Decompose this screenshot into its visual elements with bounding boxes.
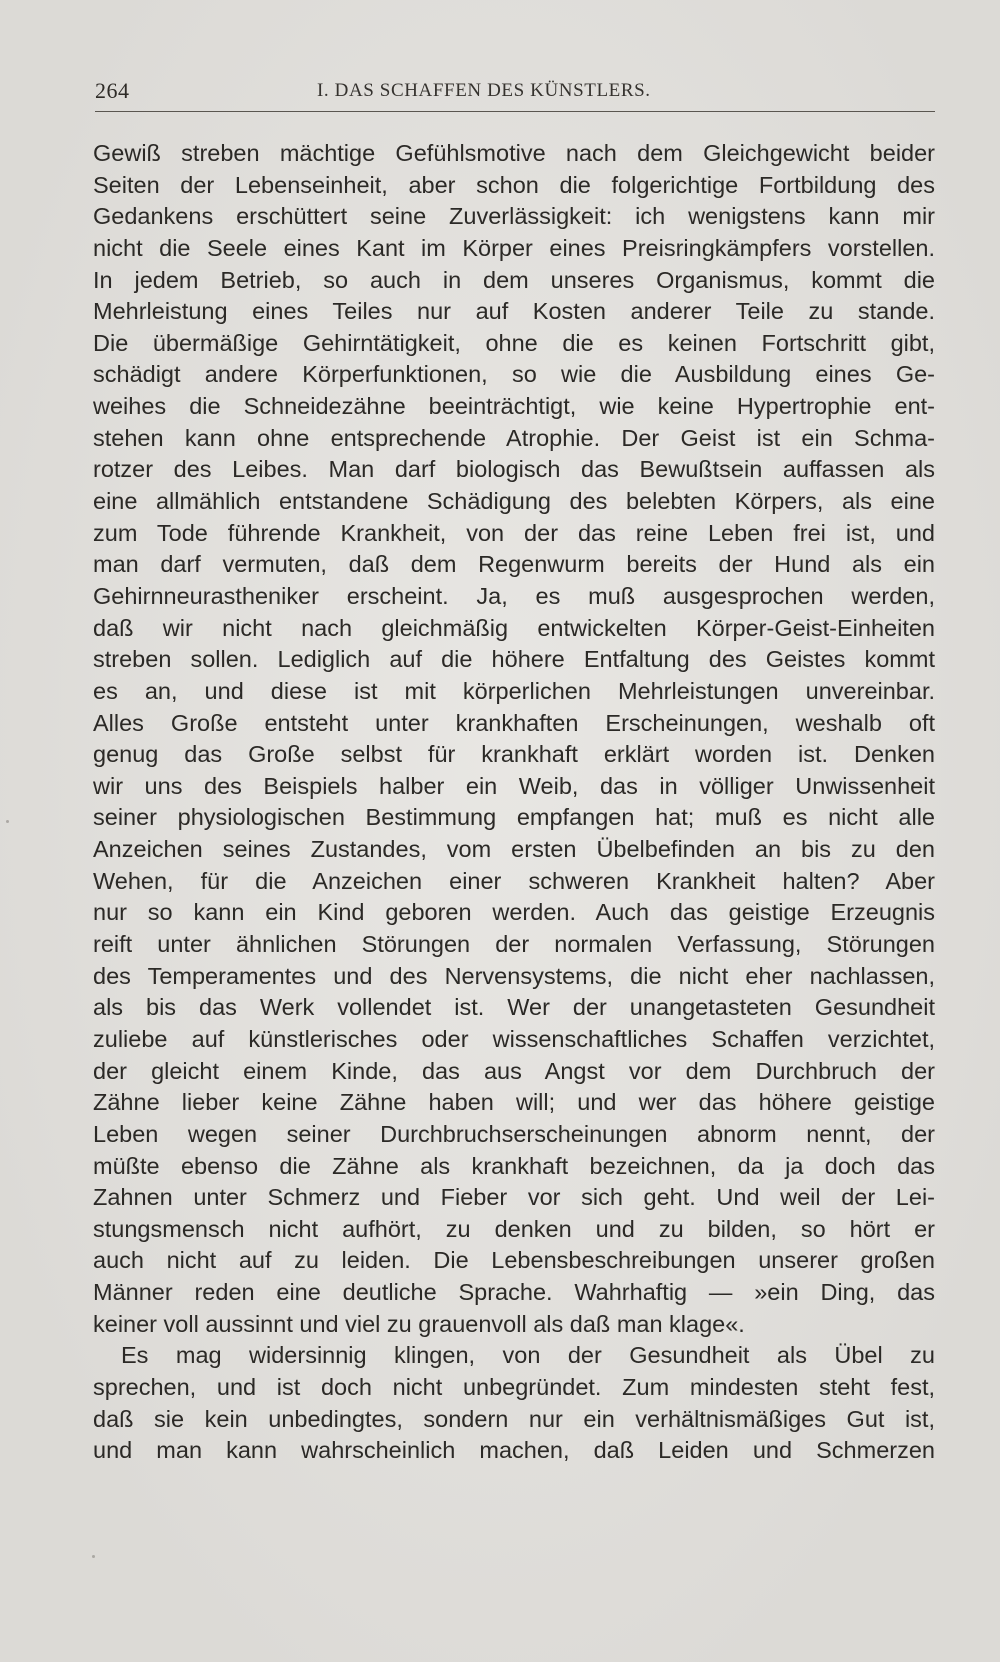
text-line: seiner physiologischen Bestimmung empfangen hat; muß es nicht alle [93,804,935,831]
text-line: auch nicht auf zu leiden. Die Lebensbeschreibungen unserer großen [93,1247,935,1274]
text-line: der gleicht einem Kinde, das aus Angst vor dem Durchbruch der [93,1057,935,1084]
text-line: eine allmählich entstandene Schädigung des belebten Körpers, als eine [93,488,935,515]
text-line: genug das Große selbst für krankhaft erklärt worden ist. Denken [93,741,935,768]
text-line: daß wir nicht nach gleichmäßig entwickelten Körper-Geist-Einheiten [93,614,935,641]
text-line: des Temperamentes und des Nervensystems, die nicht eher nachlassen, [93,962,935,989]
paper-speck [92,1555,95,1558]
text-line: Gehirnneurastheniker erscheint. Ja, es muß ausgesprochen werden, [93,582,935,609]
text-line: weihes die Schneidezähne beeinträchtigt, wie keine Hypertrophie ent- [93,393,935,420]
text-line: daß sie kein unbedingtes, sondern nur ein verhältnismäßiges Gut ist, [93,1405,935,1432]
body-text [93,138,935,1467]
text-line: reift unter ähnlichen Störungen der normalen Verfassung, Störungen [93,931,935,958]
text-line: es an, und diese ist mit körperlichen Mehrleistungen unvereinbar. [93,677,935,704]
paper-speck [6,820,9,823]
text-line: Die übermäßige Gehirntätigkeit, ohne die es keinen Fortschritt gibt, [93,329,935,356]
text-line: streben sollen. Lediglich auf die höhere Entfaltung des Geistes kommt [93,646,935,673]
running-head: I. DAS SCHAFFEN DES KÜNSTLERS. [317,80,651,101]
text-line: sprechen, und ist doch nicht unbegründet. Zum mindesten steht fest, [93,1373,935,1400]
text-line: stungsmensch nicht aufhört, zu denken und zu bilden, so hört er [93,1215,935,1242]
text-line: Männer reden eine deutliche Sprache. Wahrhaftig — »ein Ding, das [93,1279,935,1306]
text-line: Seiten der Lebenseinheit, aber schon die folgerichtige Fortbildung des [93,171,935,198]
paragraph-first-line: Es mag widersinnig klingen, von der Gesundheit als Übel zu [121,1342,935,1369]
text-line: als bis das Werk vollendet ist. Wer der unangetasteten Gesundheit [93,994,935,1021]
text-line: Wehen, für die Anzeichen einer schweren Krankheit halten? Aber [93,867,935,894]
text-line: und man kann wahrscheinlich machen, daß Leiden und Schmerzen [93,1437,935,1464]
text-line: schädigt andere Körperfunktionen, so wie die Ausbildung eines Ge- [93,361,935,388]
text-line: wir uns des Beispiels halber ein Weib, das in völliger Unwissenheit [93,772,935,799]
text-line: nicht die Seele eines Kant im Körper eines Preisringkämpfers vorstellen. [93,234,935,261]
header-rule [95,111,935,112]
text-line: In jedem Betrieb, so auch in dem unseres Organismus, kommt die [93,266,935,293]
text-line: Alles Große entsteht unter krankhaften Erscheinungen, weshalb oft [93,709,935,736]
text-line: Mehrleistung eines Teiles nur auf Kosten anderer Teile zu stande. [93,298,935,325]
text-line: rotzer des Leibes. Man darf biologisch das Bewußtsein auffassen als [93,456,935,483]
text-line: Zähne lieber keine Zähne haben will; und wer das höhere geistige [93,1089,935,1116]
text-line: Leben wegen seiner Durchbruchserscheinungen abnorm nennt, der [93,1120,935,1147]
text-line: Zahnen unter Schmerz und Fieber vor sich geht. Und weil der Lei- [93,1184,935,1211]
text-line: zum Tode führende Krankheit, von der das reine Leben frei ist, und [93,519,935,546]
page-number: 264 [95,78,130,103]
text-line: Gewiß streben mächtige Gefühlsmotive nach dem Gleichgewicht beider [93,140,935,166]
text-line: müßte ebenso die Zähne als krankhaft bezeichnen, da ja doch das [93,1152,935,1179]
text-line: Anzeichen seines Zustandes, vom ersten Übelbefinden an bis zu den [93,836,935,863]
text-line: Gedankens erschüttert seine Zuverlässigkeit: ich wenigstens kann mir [93,203,935,230]
text-line: nur so kann ein Kind geboren werden. Auch das geistige Erzeugnis [93,899,935,926]
text-line: stehen kann ohne entsprechende Atrophie. Der Geist ist ein Schma- [93,424,935,451]
page-header [95,74,935,108]
text-line: zuliebe auf künstlerisches oder wissenschaftliches Schaffen verzichtet, [93,1025,935,1052]
paragraph-last-line: keiner voll aussinnt und viel zu grauenvoll als daß man klage«. [93,1310,745,1337]
text-line: man darf vermuten, daß dem Regenwurm bereits der Hund als ein [93,551,935,578]
